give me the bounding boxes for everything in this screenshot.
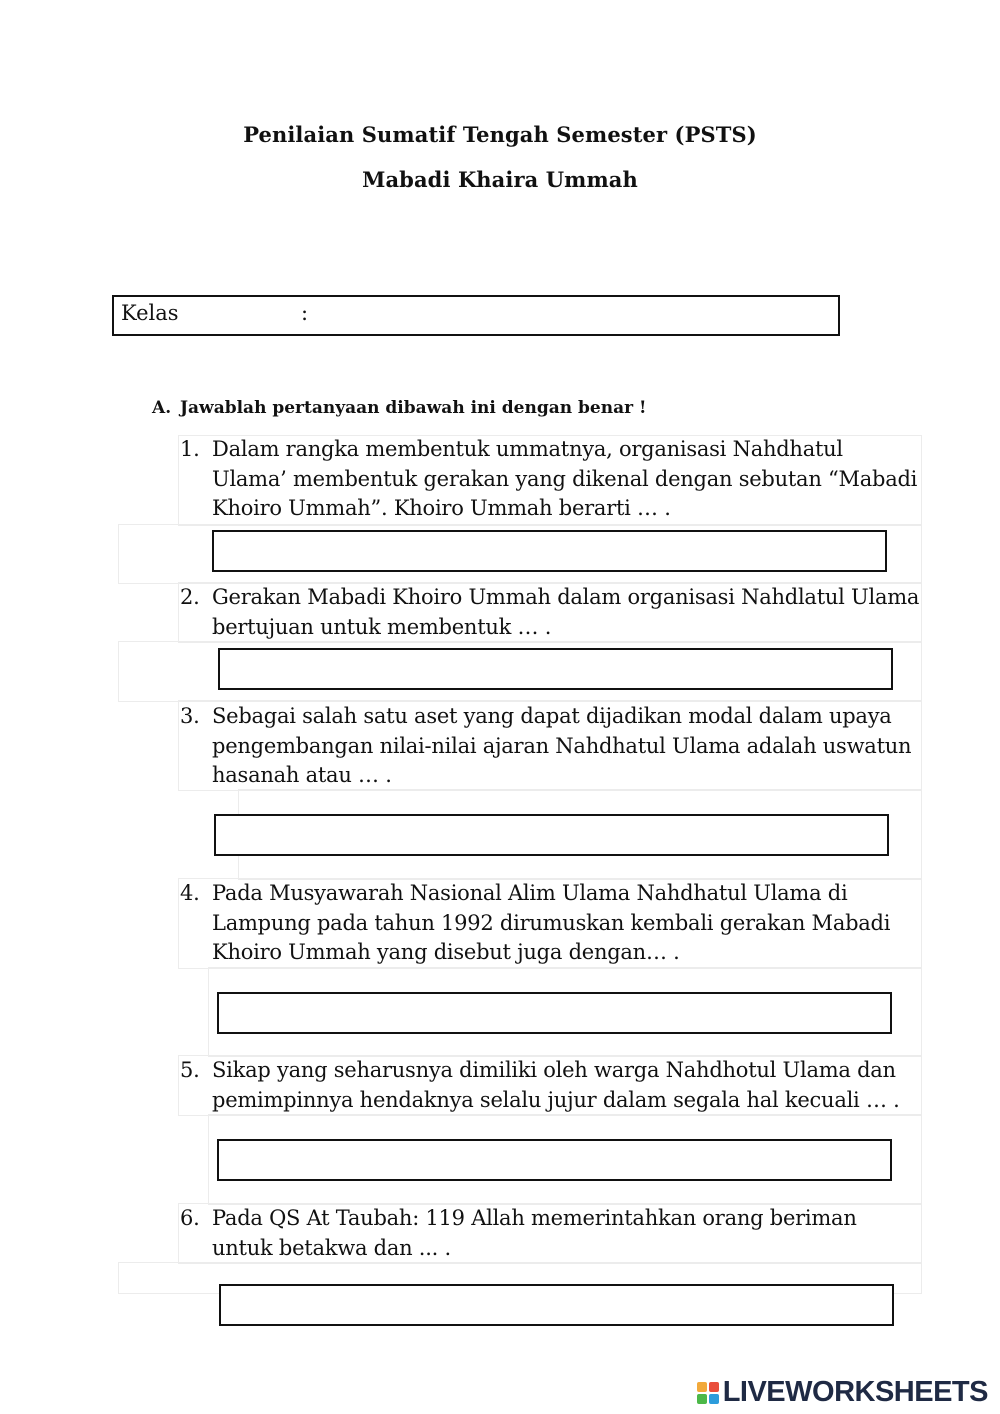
section-instruction: Jawablah pertanyaan dibawah ini dengan benar ! [180, 398, 647, 418]
kelas-label: Kelas [121, 301, 179, 325]
question-text: Dalam rangka membentuk ummatnya, organisasi Nahdhatul Ulama’ membentuk gerakan yang dikenal dengan sebutan “Mabadi Khoiro Ummah”. Khoiro Ummah berarti … . [212, 437, 918, 520]
question-2 [180, 583, 920, 642]
logo-square [697, 1394, 707, 1404]
liveworksheets-logo [697, 1376, 988, 1409]
answer-input-1[interactable] [212, 530, 887, 572]
question-number: 5. [180, 1058, 200, 1082]
page-title: Penilaian Sumatif Tengah Semester (PSTS) [243, 122, 757, 147]
question-text: Sebagai salah satu aset yang dapat dijadikan modal dalam upaya pengembangan nilai-nilai ajaran Nahdhatul Ulama adalah uswatun hasanah atau … . [212, 704, 912, 787]
logo-square [709, 1382, 719, 1392]
logo-square [709, 1394, 719, 1404]
liveworksheets-logo-text: LIVEWORKSHEETS [722, 1376, 988, 1408]
question-5 [180, 1056, 920, 1115]
answer-input-3[interactable] [214, 814, 889, 856]
liveworksheets-logo-icon [697, 1382, 719, 1404]
question-1 [180, 435, 920, 524]
section-letter: A. [152, 398, 172, 418]
question-number: 1. [180, 437, 200, 461]
question-3 [180, 702, 920, 791]
answer-input-2[interactable] [218, 648, 893, 690]
answer-input-6[interactable] [219, 1284, 894, 1326]
question-number: 2. [180, 585, 200, 609]
kelas-colon: : [301, 301, 309, 325]
question-number: 3. [180, 704, 200, 728]
answer-input-5[interactable] [217, 1139, 892, 1181]
question-text: Gerakan Mabadi Khoiro Ummah dalam organisasi Nahdlatul Ulama bertujuan untuk membentuk … . [212, 585, 920, 639]
logo-square [697, 1382, 707, 1392]
question-text: Sikap yang seharusnya dimiliki oleh warga Nahdhotul Ulama dan pemimpinnya hendaknya selalu jujur dalam segala hal kecuali … . [212, 1058, 900, 1112]
question-text: Pada Musyawarah Nasional Alim Ulama Nahdhatul Ulama di Lampung pada tahun 1992 dirumuskan kembali gerakan Mabadi Khoiro Ummah yang disebut juga dengan… . [212, 881, 891, 964]
page-subtitle: Mabadi Khaira Ummah [362, 167, 638, 192]
question-number: 4. [180, 881, 200, 905]
question-6 [180, 1204, 920, 1263]
question-text: Pada QS At Taubah: 119 Allah memerintahkan orang beriman untuk betakwa dan ... . [212, 1206, 857, 1260]
kelas-input[interactable] [320, 299, 834, 331]
question-4 [180, 879, 920, 968]
answer-input-4[interactable] [217, 992, 892, 1034]
question-number: 6. [180, 1206, 200, 1230]
section-heading [152, 398, 646, 418]
